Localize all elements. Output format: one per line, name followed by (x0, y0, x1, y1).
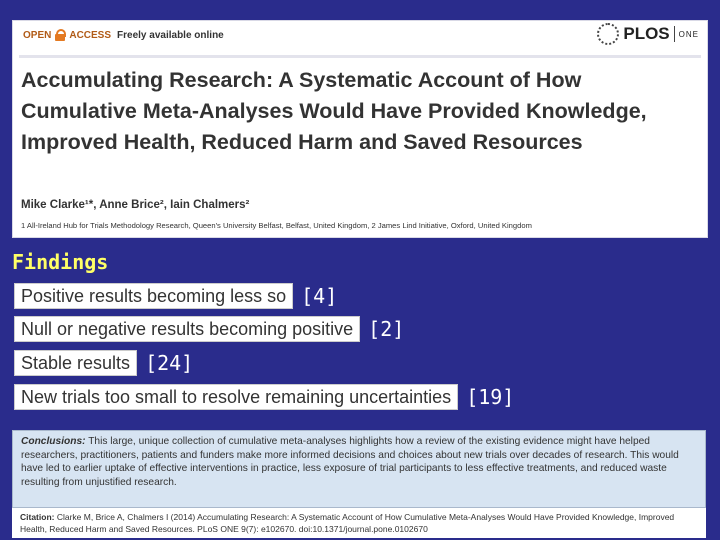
open-label: OPEN (23, 29, 52, 41)
plos-one-logo (597, 23, 699, 45)
conclusions-text: This large, unique collection of cumulative meta-analyses highlights how a review of the existing evidence might have helped researchers, practitioners, patients and funders make more informed decisions and choices about new trials over decades of research. This would have led to earlier uptake of effective interventions in practice, less exposure of trial participants to less effective treatments, and reduced waste resulting from unjustified research. (21, 436, 679, 488)
open-access-banner (23, 29, 224, 41)
finding-label: Positive results becoming less so (14, 283, 293, 309)
finding-count: [4] (301, 284, 338, 308)
logo-divider (674, 26, 675, 42)
access-label: ACCESS (69, 29, 112, 41)
finding-item (14, 316, 404, 342)
finding-label: New trials too small to resolve remaining uncertainties (14, 384, 458, 410)
paper-affiliations: 1 All-Ireland Hub for Trials Methodology Research, Queen's University Belfast, Belfast, United Kingdom, 2 James Lind Initiative, Oxford, United Kingdom (21, 221, 532, 230)
paper-title: Accumulating Research: A Systematic Account of How Cumulative Meta-Analyses Would Have Provided Knowledge, Improved Health, Reduced Harm and Saved Resources (21, 68, 647, 154)
conclusions-box (12, 430, 706, 508)
finding-count: [24] (145, 351, 194, 375)
plos-logo-icon (597, 23, 619, 45)
citation-box (12, 508, 706, 538)
finding-label: Stable results (14, 350, 137, 376)
citation-label: Citation: (20, 512, 55, 522)
finding-item (14, 384, 514, 410)
conclusions-label: Conclusions: (21, 436, 86, 447)
finding-item (14, 350, 193, 376)
finding-count: [19] (466, 385, 515, 409)
finding-count: [2] (368, 317, 405, 341)
header-divider (19, 55, 701, 58)
finding-label: Null or negative results becoming positive (14, 316, 360, 342)
paper-authors: Mike Clarke¹*, Anne Brice², Iain Chalmers² (21, 199, 250, 211)
plos-brand: PLOS (623, 24, 670, 43)
plos-sub-brand: ONE (678, 29, 699, 39)
open-lock-icon (55, 29, 65, 41)
finding-item (14, 283, 337, 309)
freely-available-label: Freely available online (117, 29, 224, 41)
citation-text: Clarke M, Brice A, Chalmers I (2014) Accumulating Research: A Systematic Account of How Cumulative Meta-Analyses Would Have Provided Knowledge, Improved Health, Reduced Harm and Saved Resources. PLoS ONE 9(7): e102670. doi:10.1371/journal.pone.0102670 (20, 512, 675, 534)
paper-header-card (12, 20, 708, 238)
findings-heading: Findings (12, 250, 109, 274)
